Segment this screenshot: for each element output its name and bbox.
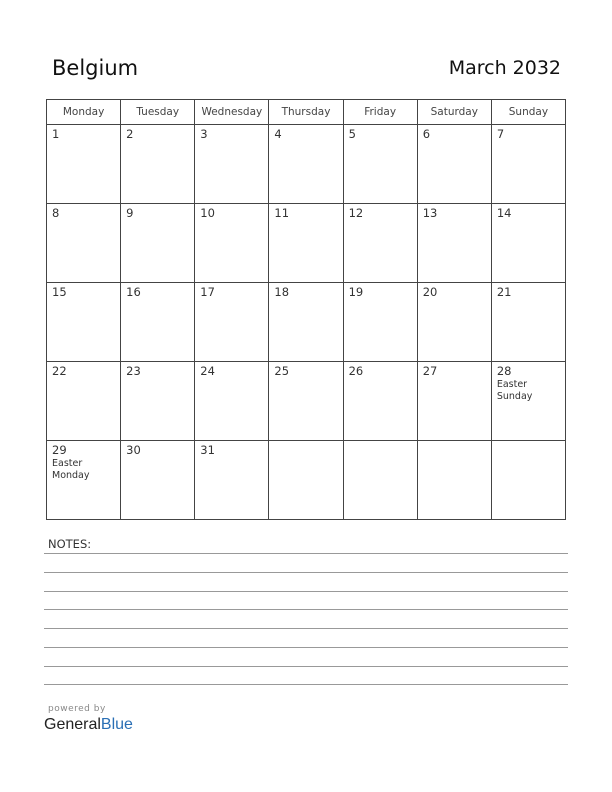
day-number: 21 (496, 285, 512, 299)
day-cell[interactable] (417, 362, 491, 441)
day-number: 20 (422, 285, 438, 299)
day-number: 28 (496, 364, 512, 378)
day-number: 18 (274, 285, 290, 299)
day-cell[interactable] (491, 204, 565, 283)
day-cell[interactable] (269, 441, 343, 520)
day-number: 29 (52, 443, 67, 457)
notes-label: NOTES: (48, 537, 92, 551)
day-cell[interactable] (47, 204, 121, 283)
day-cell[interactable] (195, 125, 269, 204)
holiday-label: Easter Monday (52, 458, 90, 481)
day-number: 19 (348, 285, 364, 299)
week-row (47, 362, 566, 441)
week-row (47, 125, 566, 204)
day-cell[interactable] (491, 283, 565, 362)
weekday-thursday: Thursday (269, 100, 343, 125)
day-number: 22 (52, 364, 67, 378)
day-cell[interactable] (343, 204, 417, 283)
day-number: 3 (200, 127, 208, 141)
brand-blue: Blue (100, 716, 133, 733)
day-number: 24 (200, 364, 215, 378)
week-row (47, 283, 566, 362)
day-number: 16 (126, 285, 141, 299)
day-cell[interactable] (269, 283, 343, 362)
day-number: 6 (422, 127, 431, 141)
day-cell[interactable] (47, 441, 121, 520)
notes-line (44, 647, 568, 648)
day-number: 31 (200, 443, 215, 457)
holiday-label: Easter Sunday (496, 379, 533, 402)
day-cell[interactable] (269, 125, 343, 204)
weekday-sunday: Sunday (491, 100, 565, 125)
day-number: 8 (52, 206, 60, 220)
day-number: 13 (422, 206, 438, 220)
day-cell[interactable] (343, 283, 417, 362)
weekday-header-row (47, 100, 566, 125)
day-cell[interactable] (121, 283, 195, 362)
notes-line (44, 591, 568, 592)
day-cell[interactable] (417, 441, 491, 520)
week-row (47, 204, 566, 283)
month-title: March 2032 (448, 57, 561, 79)
day-number: 27 (422, 364, 438, 378)
day-cell[interactable] (121, 204, 195, 283)
notes-line (44, 609, 568, 610)
day-number: 2 (126, 127, 134, 141)
day-cell[interactable] (269, 362, 343, 441)
weekday-wednesday: Wednesday (195, 100, 269, 125)
day-cell[interactable] (121, 441, 195, 520)
day-number: 25 (274, 364, 290, 378)
country-title: Belgium (52, 56, 139, 80)
day-number: 12 (348, 206, 364, 220)
day-cell[interactable] (343, 362, 417, 441)
day-cell[interactable] (47, 362, 121, 441)
notes-line (44, 572, 568, 573)
brand-general: General (44, 716, 101, 733)
day-number: 17 (200, 285, 215, 299)
weekday-tuesday: Tuesday (121, 100, 195, 125)
weekday-friday: Friday (343, 100, 417, 125)
day-cell[interactable] (417, 125, 491, 204)
day-number: 15 (52, 285, 67, 299)
day-cell[interactable] (417, 283, 491, 362)
day-number: 9 (126, 206, 134, 220)
week-row (47, 441, 566, 520)
day-cell[interactable] (343, 441, 417, 520)
day-cell[interactable] (195, 204, 269, 283)
day-number: 4 (274, 127, 282, 141)
day-number: 14 (496, 206, 512, 220)
day-number: 30 (126, 443, 141, 457)
notes-line (44, 553, 568, 554)
weekday-monday: Monday (47, 100, 121, 125)
day-number: 1 (52, 127, 60, 141)
day-cell[interactable] (47, 125, 121, 204)
day-number: 11 (274, 206, 290, 220)
notes-line (44, 684, 568, 685)
day-cell[interactable] (417, 204, 491, 283)
day-cell[interactable] (491, 125, 565, 204)
day-cell[interactable] (269, 204, 343, 283)
notes-line (44, 666, 568, 667)
calendar-grid (46, 99, 566, 520)
day-number: 10 (200, 206, 215, 220)
day-number: 26 (348, 364, 364, 378)
day-number: 5 (348, 127, 356, 141)
day-number: 7 (496, 127, 505, 141)
day-cell[interactable] (47, 283, 121, 362)
brand-logo[interactable] (44, 716, 133, 734)
day-cell[interactable] (195, 362, 269, 441)
day-cell[interactable] (195, 283, 269, 362)
day-cell[interactable] (491, 441, 565, 520)
day-cell[interactable] (121, 362, 195, 441)
day-cell[interactable] (121, 125, 195, 204)
day-cell[interactable] (491, 362, 565, 441)
notes-line (44, 628, 568, 629)
powered-by-text: powered by (48, 704, 106, 714)
weekday-saturday: Saturday (417, 100, 491, 125)
day-cell[interactable] (343, 125, 417, 204)
day-cell[interactable] (195, 441, 269, 520)
day-number: 23 (126, 364, 141, 378)
